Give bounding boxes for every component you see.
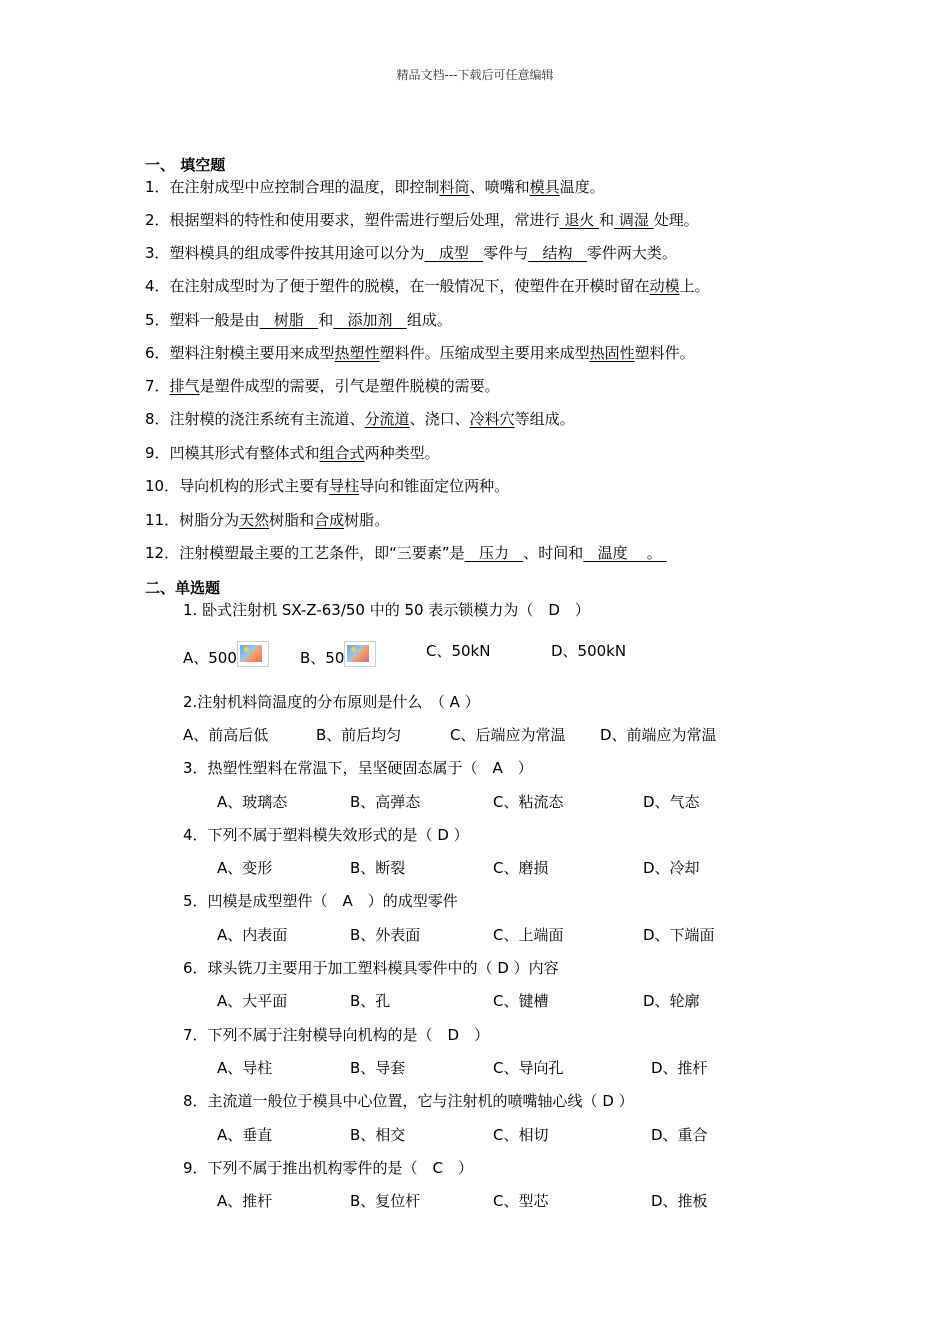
choice-option-c: C、型芯 <box>493 1192 549 1210</box>
choice-option-a: A、500 <box>183 641 269 668</box>
answer: 导柱 <box>329 477 360 495</box>
fill-question-11: 11．树脂分为天然树脂和合成树脂。 <box>145 511 390 529</box>
page-header: 精品文档---下载后可任意编辑 <box>396 68 554 82</box>
choice-option-b: B、50 <box>300 641 376 668</box>
fill-question-3: 3．塑料模具的组成零件按其用途可以分为 成型 零件与 结构 零件两大类。 <box>145 244 677 262</box>
answer: 树脂 <box>273 311 304 329</box>
answer: 天然 <box>239 511 270 529</box>
section-title-fill-in: 一、 填空题 <box>145 156 226 174</box>
choice-option-d: D、推杆 <box>651 1059 708 1077</box>
fill-question-5: 5．塑料一般是由 树脂 和 添加剂 组成。 <box>145 311 452 329</box>
choice-option-d: D、气态 <box>643 793 700 811</box>
choice-option-b: B、导套 <box>350 1059 406 1077</box>
choice-option-c: C、后端应为常温 <box>450 726 566 744</box>
choice-option-c: C、键槽 <box>493 992 549 1010</box>
choice-option-b: B、相交 <box>350 1126 406 1144</box>
answer: 模具 <box>529 178 560 196</box>
choice-option-d: D、冷却 <box>643 859 700 877</box>
fill-question-8: 8．注射模的浇注系统有主流道、分流道、浇口、冷料穴等组成。 <box>145 410 575 428</box>
choice-question-stem: 5．凹模是成型塑件（ A ）的成型零件 <box>183 892 458 910</box>
fill-question-12: 12．注射模塑最主要的工艺条件，即“三要素”是 压力 、时间和 温度 。 <box>145 543 667 563</box>
answer: 调湿 <box>618 211 649 229</box>
fill-question-7: 7．排气是塑件成型的需要，引气是塑件脱模的需要。 <box>145 377 500 395</box>
fill-question-1: 1．在注射成型中应控制合理的温度，即控制料筒、喷嘴和模具温度。 <box>145 178 605 196</box>
choice-option-c: C、磨损 <box>493 859 549 877</box>
choice-option-c: C、相切 <box>493 1126 549 1144</box>
choice-option-d: D、重合 <box>651 1126 708 1144</box>
choice-question-stem: 9．下列不属于推出机构零件的是（ C ） <box>183 1159 474 1177</box>
choice-option-a: A、内表面 <box>217 926 288 944</box>
answer: 退火 <box>564 211 595 229</box>
answer: 成型 <box>438 244 469 262</box>
choice-option-d: D、500kN <box>551 642 627 660</box>
broken-image-icon <box>237 641 269 667</box>
choice-option-d: D、下端面 <box>643 926 715 944</box>
choice-question-stem: 4．下列不属于塑料模失效形式的是（ D ） <box>183 826 469 844</box>
choice-option-a: A、导柱 <box>217 1059 273 1077</box>
choice-option-b: B、高弹态 <box>350 793 421 811</box>
answer: 动模 <box>649 277 680 295</box>
choice-option-a: A、前高后低 <box>183 726 269 744</box>
answer: 压力 <box>478 544 509 562</box>
choice-option-b: B、前后均匀 <box>316 726 402 744</box>
choice-question-stem: 6．球头铣刀主要用于加工塑料模具零件中的（ D ）内容 <box>183 959 559 977</box>
fill-question-10: 10．导向机构的形式主要有导柱导向和锥面定位两种。 <box>145 477 510 495</box>
section-title-single-choice: 二、单选题 <box>145 579 221 597</box>
choice-question-stem: 7．下列不属于注射模导向机构的是（ D ） <box>183 1026 490 1044</box>
choice-option-a: A、大平面 <box>217 992 288 1010</box>
choice-option-d: D、前端应为常温 <box>600 726 717 744</box>
answer: 组合式 <box>319 444 365 462</box>
choice-option-a: A、玻璃态 <box>217 793 288 811</box>
fill-question-6: 6．塑料注射模主要用来成型热塑性塑料件。压缩成型主要用来成型热固性塑料件。 <box>145 344 695 362</box>
answer: 热固性 <box>589 344 635 362</box>
answer: 结构 <box>542 244 573 262</box>
answer: 温度 。 <box>597 544 662 562</box>
answer: 合成 <box>314 511 345 529</box>
choice-option-a: A、垂直 <box>217 1126 273 1144</box>
fill-question-9: 9．凹模其形式有整体式和组合式两种类型。 <box>145 444 440 462</box>
answer: 添加剂 <box>347 311 393 329</box>
fill-question-4: 4．在注射成型时为了便于塑件的脱模，在一般情况下，使塑件在开模时留在动模上。 <box>145 277 710 295</box>
answer: 分流道 <box>364 410 410 428</box>
choice-option-b: B、断裂 <box>350 859 406 877</box>
answer: 冷料穴 <box>469 410 515 428</box>
broken-image-icon <box>344 641 376 667</box>
choice-question-stem: 8．主流道一般位于模具中心位置，它与注射机的喷嘴轴心线（ D ） <box>183 1092 634 1110</box>
choice-option-c: C、上端面 <box>493 926 564 944</box>
choice-option-c: C、粘流态 <box>493 793 564 811</box>
choice-option-c: C、50kN <box>426 642 491 660</box>
choice-option-b: B、复位杆 <box>350 1192 421 1210</box>
choice-question-stem: 1. 卧式注射机 SX-Z-63/50 中的 50 表示锁模力为（ D ） <box>183 601 590 619</box>
answer: 料筒 <box>439 178 470 196</box>
choice-question-stem: 3．热塑性塑料在常温下，呈坚硬固态属于（ A ） <box>183 759 533 777</box>
choice-option-b: B、外表面 <box>350 926 421 944</box>
choice-option-b: B、孔 <box>350 992 391 1010</box>
choice-option-d: D、轮廓 <box>643 992 700 1010</box>
choice-option-a: A、变形 <box>217 859 273 877</box>
choice-question-stem: 2.注射机料筒温度的分布原则是什么 （ A ） <box>183 693 480 711</box>
choice-option-a: A、推杆 <box>217 1192 273 1210</box>
answer: 热塑性 <box>334 344 380 362</box>
fill-question-2: 2．根据塑料的特性和使用要求，塑件需进行塑后处理，常进行 退火 和 调湿 处理。 <box>145 211 699 229</box>
answer: 排气 <box>169 377 200 395</box>
choice-option-c: C、导向孔 <box>493 1059 564 1077</box>
choice-option-d: D、推板 <box>651 1192 708 1210</box>
